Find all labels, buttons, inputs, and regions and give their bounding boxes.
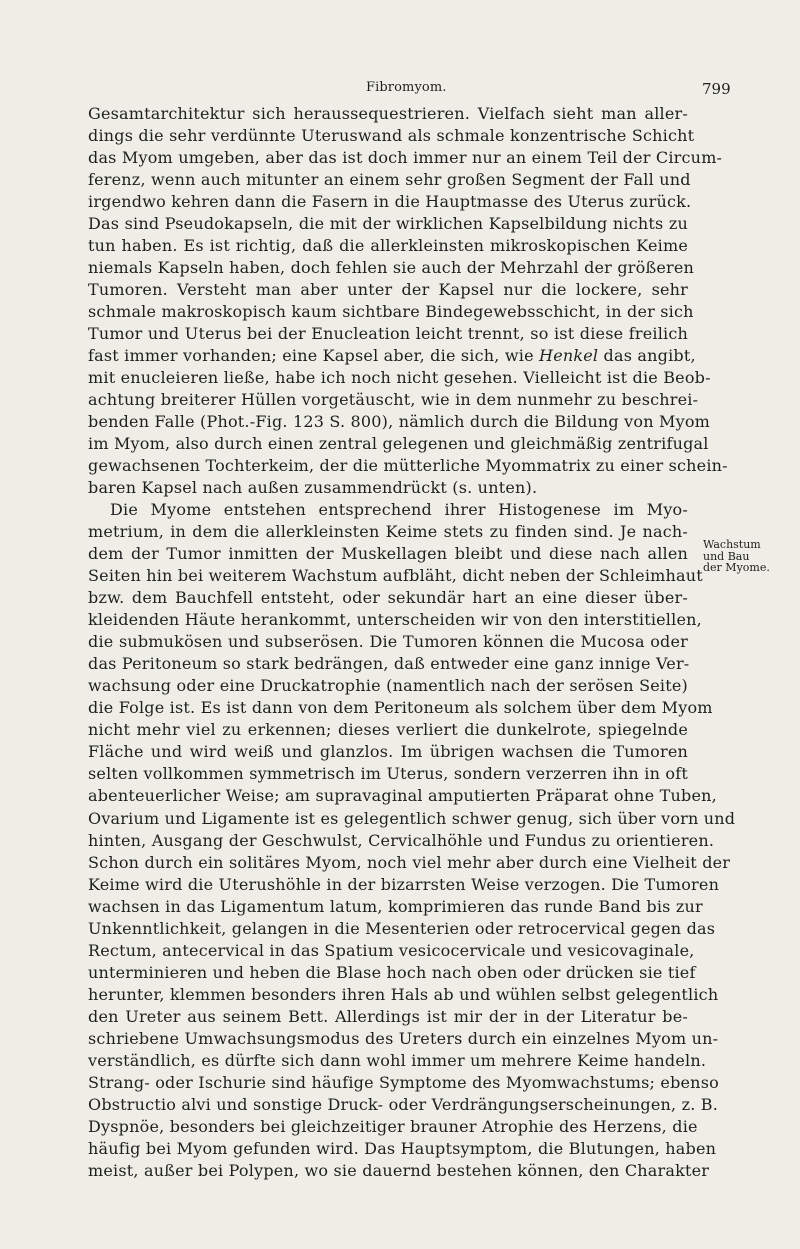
text-line: Dyspnöe, besonders bei gleichzeitiger brauner Atrophie des Herzens, die [88, 1116, 698, 1136]
text-line: Keime wird die Uterushöhle in der bizarrsten Weise verzogen. Die Tumoren [88, 874, 720, 894]
text-line: dings die sehr verdünnte Uteruswand als schmale konzentrische Schicht [88, 126, 695, 146]
text-segment: fast immer vorhanden; eine Kapsel aber, die sich, wie [88, 346, 534, 366]
text-line: Schon durch ein solitäres Myom, noch viel mehr aber durch eine Vielheit der [88, 852, 731, 872]
margin-note-line: und Bau [703, 549, 750, 563]
text-line: abenteuerlicher Weise; am supravaginal amputierten Präparat ohne Tuben, [88, 786, 717, 806]
text-line [88, 345, 696, 367]
text-segment: das angibt, [598, 346, 696, 366]
text-line: Obstructio alvi und sonstige Druck- oder Verdrängungserscheinungen, z. B. [88, 1094, 719, 1114]
text-line: verständlich, es dürfte sich dann wohl immer um mehrere Keime handeln. [88, 1050, 707, 1070]
text-line: Gesamtarchitektur sich heraussequestrieren. Vielfach sieht man aller- [88, 104, 688, 123]
text-line: hinten, Ausgang der Geschwulst, Cervicalhöhle und Fundus zu orientieren. [88, 830, 715, 850]
text-line: kleidenden Häute herankommt, unterscheiden wir von den interstitiellen, [88, 610, 702, 630]
text-line: schriebene Umwachsungsmodus des Ureters durch ein einzelnes Myom un- [88, 1028, 719, 1048]
text-line: niemals Kapseln haben, doch fehlen sie auch der Mehrzahl der größeren [88, 258, 695, 278]
page-number: 799 [702, 80, 731, 98]
text-line: baren Kapsel nach außen zusammendrückt (s. unten). [88, 478, 538, 498]
text-line: wachsen in das Ligamentum latum, komprimieren das runde Band bis zur [88, 896, 703, 916]
text-line: das Myom umgeben, aber das ist doch immer nur an einem Teil der Circum- [88, 148, 723, 168]
margin-note [703, 539, 795, 574]
text-line: den Ureter aus seinem Bett. Allerdings ist mir der in der Literatur be- [88, 1006, 688, 1026]
text-line: dem der Tumor inmitten der Muskellagen bleibt und diese nach allen [88, 544, 688, 564]
running-title: Fibromyom. [366, 80, 447, 95]
text-line: die submukösen und subserösen. Die Tumoren können die Mucosa oder [88, 632, 688, 652]
text-line: Das sind Pseudokapseln, die mit der wirklichen Kapselbildung nichts zu [88, 214, 688, 234]
text-line: mit enucleieren ließe, habe ich noch nicht gesehen. Vielleicht ist die Beob- [88, 368, 711, 388]
margin-note-line: Wachstum [703, 538, 761, 551]
text-line: gewachsenen Tochterkeim, der die mütterliche Myommatrix zu einer schein- [88, 456, 728, 476]
text-line: nicht mehr viel zu erkennen; dieses verliert die dunkelrote, spiegelnde [88, 720, 688, 740]
text-line: wachsung oder eine Druckatrophie (namentlich nach der serösen Seite) [88, 676, 688, 696]
text-line: die Folge ist. Es ist dann von dem Peritoneum als solchem über dem Myom [88, 698, 713, 718]
margin-note-line: der Myome. [703, 561, 770, 574]
text-line: irgendwo kehren dann die Fasern in die Hauptmasse des Uterus zurück. [88, 192, 692, 212]
text-line: Ovarium und Ligamente ist es gelegentlich schwer genug, sich über vorn und [88, 808, 736, 828]
text-line: häufig bei Myom gefunden wird. Das Hauptsymptom, die Blutungen, haben [88, 1138, 717, 1158]
text-line: Strang- oder Ischurie sind häufige Symptome des Myomwachstums; ebenso [88, 1072, 719, 1092]
text-line: Die Myome entstehen entsprechend ihrer Histogenese im Myo- [110, 500, 688, 520]
text-line: ferenz, wenn auch mitunter an einem sehr großen Segment der Fall und [88, 170, 691, 190]
text-line: herunter, klemmen besonders ihren Hals ab und wühlen selbst gelegentlich [88, 984, 719, 1004]
text-line: benden Falle (Phot.-Fig. 123 S. 800), nämlich durch die Bildung von Myom [88, 412, 711, 432]
author-name-italic: Henkel [539, 346, 599, 366]
text-line: Seiten hin bei weiterem Wachstum aufbläht, dicht neben der Schleimhaut [88, 566, 703, 586]
text-line: tun haben. Es ist richtig, daß die allerkleinsten mikroskopischen Keime [88, 236, 688, 256]
text-line: Tumoren. Versteht man aber unter der Kapsel nur die lockere, sehr [88, 280, 688, 300]
text-line: selten vollkommen symmetrisch im Uterus, sondern verzerren ihn in oft [88, 764, 688, 784]
text-line: Rectum, antecervical in das Spatium vesicocervicale und vesicovaginale, [88, 940, 695, 960]
text-line: unterminieren und heben die Blase hoch nach oben oder drücken sie tief [88, 962, 696, 982]
text-line: Fläche und wird weiß und glanzlos. Im übrigen wachsen die Tumoren [88, 742, 688, 762]
text-line: schmale makroskopisch kaum sichtbare Bindegewebsschicht, in der sich [88, 302, 694, 322]
text-line: achtung breiterer Hüllen vorgetäuscht, wie in dem nunmehr zu beschrei- [88, 390, 699, 410]
text-line: im Myom, also durch einen zentral gelegenen und gleichmäßig zentrifugal [88, 434, 709, 454]
text-line: Unkenntlichkeit, gelangen in die Mesenterien oder retrocervical gegen das [88, 918, 716, 938]
text-line: meist, außer bei Polypen, wo sie dauernd bestehen können, den Charakter [88, 1160, 710, 1180]
text-line: das Peritoneum so stark bedrängen, daß entweder eine ganz innige Ver- [88, 654, 690, 674]
text-line: bzw. dem Bauchfell entsteht, oder sekundär hart an eine dieser über- [88, 588, 688, 608]
text-line: Tumor und Uterus bei der Enucleation leicht trennt, so ist diese freilich [88, 324, 688, 344]
text-line: metrium, in dem die allerkleinsten Keime stets zu finden sind. Je nach- [88, 522, 688, 542]
